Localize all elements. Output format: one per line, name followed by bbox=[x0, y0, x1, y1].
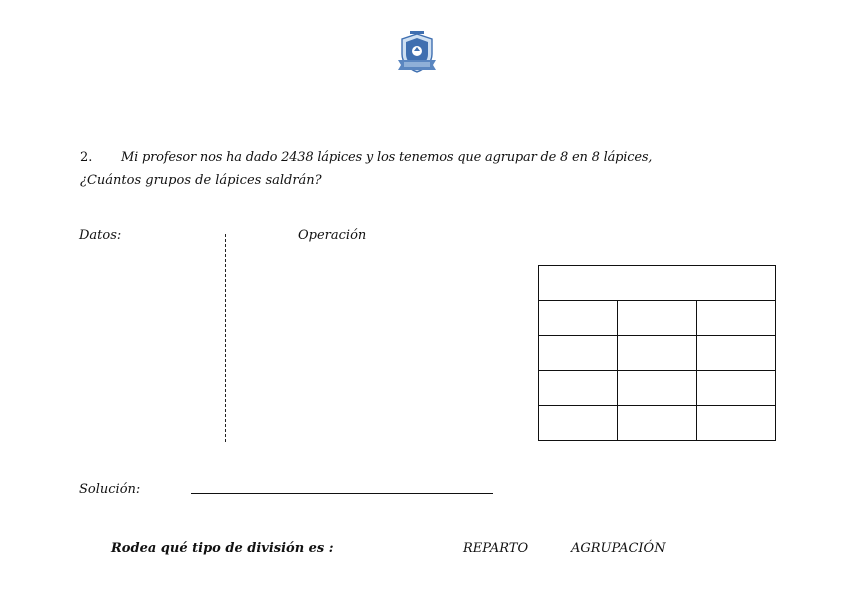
division-grid bbox=[538, 265, 776, 441]
grid-cell[interactable] bbox=[697, 406, 776, 441]
grid-cell[interactable] bbox=[618, 336, 697, 371]
grid-cell[interactable] bbox=[539, 301, 618, 336]
grid-cell[interactable] bbox=[697, 371, 776, 406]
grid-row bbox=[539, 371, 776, 406]
grid-cell[interactable] bbox=[697, 336, 776, 371]
grid-cell[interactable] bbox=[539, 336, 618, 371]
question-text-line-1: Mi profesor nos ha dado 2438 lápices y los tenemos que agrupar de 8 en 8 lápices, bbox=[121, 150, 653, 165]
grid-header-cell[interactable] bbox=[539, 266, 776, 301]
grid-cell[interactable] bbox=[618, 301, 697, 336]
grid-row bbox=[539, 301, 776, 336]
option-agrupacion[interactable]: AGRUPACIÓN bbox=[571, 541, 666, 556]
question-text-line-2: ¿Cuántos grupos de lápices saldrán? bbox=[80, 173, 322, 188]
solucion-answer-line[interactable] bbox=[191, 493, 493, 494]
grid-header-row bbox=[539, 266, 776, 301]
grid-cell[interactable] bbox=[539, 406, 618, 441]
school-logo-icon bbox=[396, 30, 438, 74]
dashed-divider bbox=[225, 234, 226, 442]
question-number: 2. bbox=[80, 150, 93, 165]
grid-row bbox=[539, 336, 776, 371]
grid-cell[interactable] bbox=[618, 406, 697, 441]
datos-label: Datos: bbox=[79, 228, 122, 243]
option-reparto[interactable]: REPARTO bbox=[463, 541, 529, 556]
instruction-text: Rodea qué tipo de división es : bbox=[111, 541, 334, 556]
operacion-label: Operación bbox=[298, 228, 367, 243]
grid-row bbox=[539, 406, 776, 441]
grid-cell[interactable] bbox=[539, 371, 618, 406]
grid-cell[interactable] bbox=[618, 371, 697, 406]
solucion-label: Solución: bbox=[79, 482, 141, 497]
grid-cell[interactable] bbox=[697, 301, 776, 336]
